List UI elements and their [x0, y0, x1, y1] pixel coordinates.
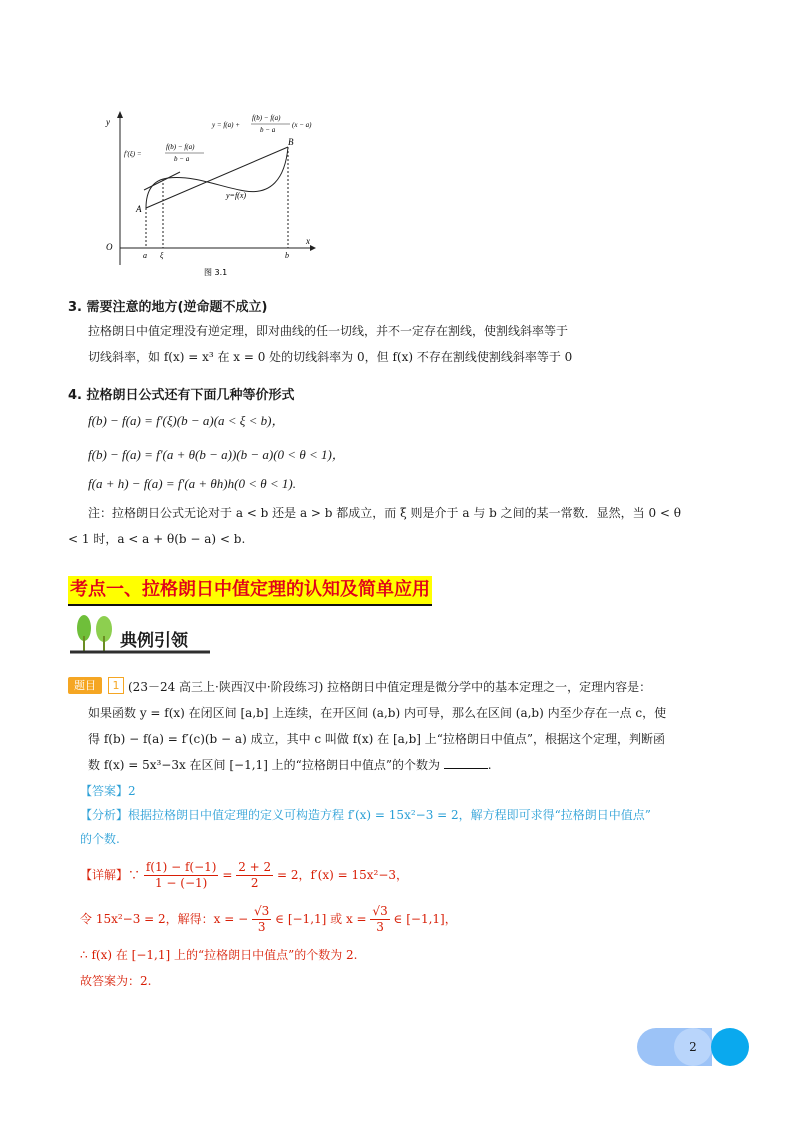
detail2-tail: ∈ [−1,1]， — [393, 912, 457, 926]
curve-label: y=f(x) — [226, 191, 247, 200]
figure-caption: 图 3.1 — [204, 268, 228, 277]
question-line2: 如果函数 y = f(x) 在闭区间 [a,b] 上连续，在开区间 (a,b) 内可导，那么在区间 (a,b) 内至少存在一点 c，使 — [88, 706, 667, 720]
lagrange-graph — [100, 105, 340, 285]
root2-num: √3 — [372, 904, 388, 918]
secant-frac-num: f(b) − f(a) — [252, 114, 281, 122]
tangent-frac-den: b − a — [174, 155, 190, 163]
formula-2: f(b) − f(a) = f′(a + θ(b − a))(b − a)(0 < θ < 1)， — [88, 447, 345, 462]
detail-frac2-den: 2 — [250, 876, 259, 890]
secant-eq-head: y = f(a) + — [212, 121, 240, 129]
detail-fraction-1 — [144, 860, 219, 891]
root2-den: 3 — [376, 920, 384, 934]
detail-tag: 【详解】 — [80, 868, 129, 882]
answer-blank — [444, 756, 488, 769]
secant-eq-tail: (x − a) — [292, 121, 312, 129]
analysis-line1: 【分析】根据拉格朗日中值定理的定义可构造方程 f′(x) = 15x²−3 = 2，解方程即可求得“拉格朗日中值点” — [80, 808, 651, 822]
formula-1: f(b) − f(a) = f′(ξ)(b − a)(a < ξ < b)， — [88, 413, 285, 428]
point-b-label: B — [288, 137, 294, 147]
detail-line1 — [80, 860, 408, 891]
trunk-right — [103, 636, 105, 652]
section3-heading: 3. 需要注意的地方(逆命题不成立) — [68, 300, 268, 315]
detail-frac1-den: 1 − (−1) — [154, 876, 208, 890]
section4-note-line1: 注：拉格朗日公式无论对于 a < b 还是 a > b 都成立，而 ξ 则是介于 a 与 b 之间的某一常数．显然，当 0 < θ — [88, 506, 681, 520]
detail-line2 — [80, 904, 457, 935]
section3-line2: 切线斜率，如 f(x) = x³ 在 x = 0 处的切线斜率为 0，但 f(x) 不存在割线使割线斜率等于 0 — [88, 350, 573, 364]
tick-xi-label: ξ — [160, 251, 164, 260]
question-line4-text: 数 f(x) = 5x³−3x 在区间 [−1,1] 上的“拉格朗日中值点”的个数为 — [88, 758, 440, 772]
answer-line: 【答案】2 — [80, 784, 136, 798]
detail2-mid: ∈ [−1,1] 或 x = — [275, 912, 367, 926]
detail-line3: ∴ f(x) 在 [−1,1] 上的“拉格朗日中值点”的个数为 2. — [80, 948, 358, 962]
tick-b-label: b — [285, 251, 289, 260]
y-axis-arrow — [117, 111, 123, 118]
lagrange-figure — [100, 105, 340, 285]
detail2-head: 令 15x²−3 = 2，解得：x = − — [80, 912, 249, 926]
badge-circle-3 — [711, 1028, 749, 1066]
root1-den: 3 — [257, 920, 266, 934]
topic-title: 考点一、拉格朗日中值定理的认知及简单应用 — [68, 576, 432, 606]
section4-note-line2: < 1 时，a < a + θ(b − a) < b. — [68, 532, 246, 546]
detail-frac2-num: 2 + 2 — [238, 860, 272, 874]
section3-line1: 拉格朗日中值定理没有逆定理，即对曲线的任一切线，并不一定存在割线，使割线斜率等于 — [88, 324, 569, 338]
root-fraction-1 — [252, 904, 271, 935]
detail-line4: 故答案为：2. — [80, 974, 152, 988]
question-line4-end: . — [487, 758, 492, 772]
analysis-line2: 的个数. — [80, 832, 120, 846]
detail-fraction-2 — [236, 860, 273, 891]
secant-frac-den: b − a — [260, 126, 276, 134]
section4-heading: 4. 拉格朗日公式还有下面几种等价形式 — [68, 388, 295, 403]
tangent-frac-num: f(b) − f(a) — [166, 143, 195, 151]
detail-because: ∵ — [128, 868, 141, 882]
example-label: 典例引领 — [120, 631, 188, 651]
detail-tail: = 2，f′(x) = 15x²−3， — [276, 868, 409, 882]
question-line4 — [88, 756, 492, 774]
question-number: 1 — [108, 677, 124, 694]
page-badge-shape — [637, 1028, 749, 1066]
origin-label: O — [106, 242, 113, 252]
tangent-slope-lhs: f′(ξ) = — [124, 150, 142, 158]
page-number-badge — [637, 1028, 749, 1066]
detail-frac1-num: f(1) − f(−1) — [145, 860, 217, 874]
point-a-label: A — [136, 204, 142, 214]
x-axis-label: x — [306, 236, 310, 246]
question-tag: 题目 — [68, 677, 102, 694]
secant-line — [146, 147, 288, 208]
tangent-line — [144, 172, 180, 190]
detail-eq: = — [222, 868, 233, 882]
x-axis-arrow — [310, 245, 316, 251]
formula-3: f(a + h) − f(a) = f′(a + θh)h(0 < θ < 1). — [88, 476, 296, 491]
page-number: 2 — [689, 1040, 697, 1054]
root-fraction-2 — [370, 904, 389, 935]
root1-num: √3 — [254, 904, 270, 918]
question-line1: (23－24 高三上·陕西汉中·阶段练习) 拉格朗日中值定理是微分学中的基本定理之一，定理内容是： — [128, 680, 652, 694]
tick-a-label: a — [143, 251, 147, 260]
trunk-left — [83, 636, 85, 652]
question-line3: 得 f(b) − f(a) = f′(c)(b − a) 成立，其中 c 叫做 f(x) 在 [a,b] 上“拉格朗日中值点”，根据这个定理，判断函 — [88, 732, 666, 746]
y-axis-label: y — [106, 117, 110, 127]
